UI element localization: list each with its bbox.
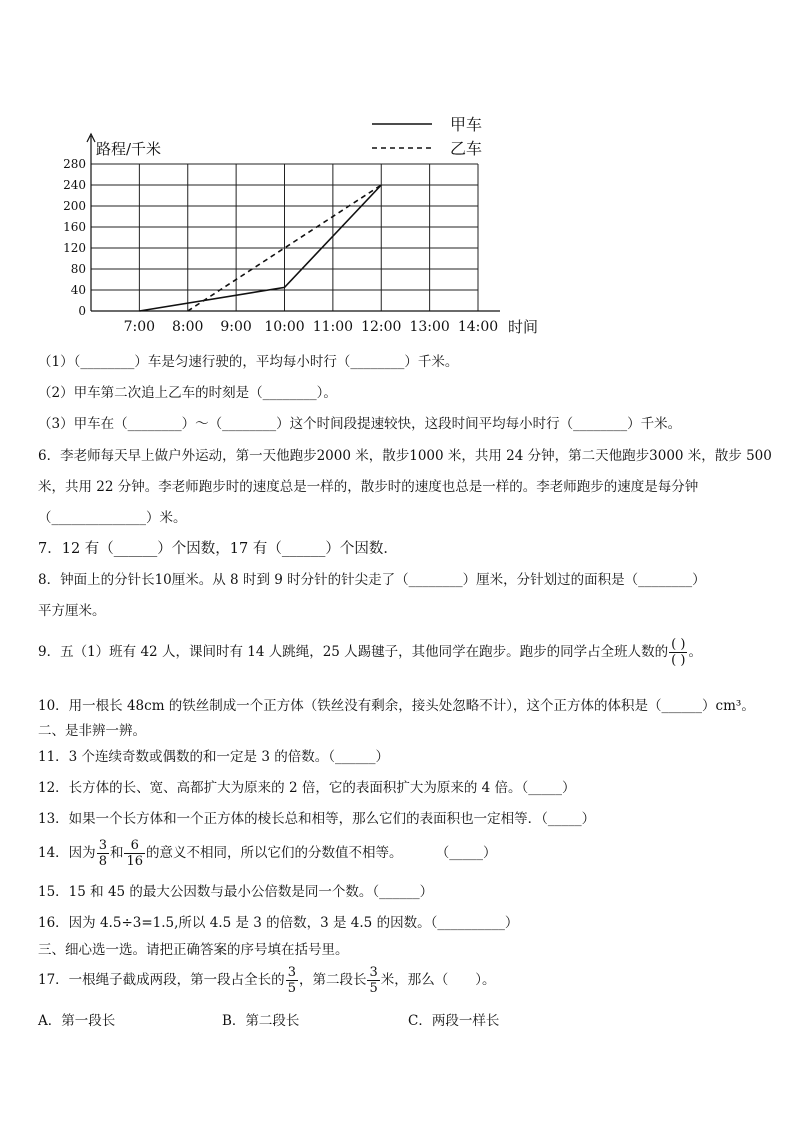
x-tick-label: 8:00 [172,319,204,335]
q9-fraction-numerator: ( ) [671,637,686,652]
section-3-heading: 三、细心选一选。请把正确答案的序号填在括号里。 [38,942,349,958]
q9-text: 9．五（1）班有 42 人，课间时有 14 人跳绳，25 人踢毽子，其他同学在跑步。跑步的同学占全班人数的 [38,644,669,660]
x-tick-label: 11:00 [312,319,354,335]
q15: 15．15 和 45 的最大公因数与最小公倍数是同一个数。（______） [38,884,434,900]
q6-line2: 米，共用 22 分钟。李老师跑步时的速度总是一样的，散步时的速度也总是一样的。李老师跑步的速度是每分钟 [38,479,699,495]
option-a[interactable]: A．第一段长 [38,1013,116,1029]
q11: 11．3 个连续奇数或偶数的和一定是 3 的倍数。（______） [38,749,389,765]
y-tick-label: 280 [63,157,86,171]
q9-fraction [669,637,687,668]
chart-grid [91,164,478,311]
q13: 13．如果一个长方体和一个正方体的棱长总和相等，那么它们的表面积也一定相等．（_____） [38,811,596,827]
q10: 10．用一根长 48cm 的铁丝制成一个正方体（铁丝没有剩余，接头处忽略不计），这个正方体的体积是（______）cm³。 [38,698,755,714]
q5-part3: （3）甲车在（________）～（________）这个时间段提速较快，这段时间平均每小时行（________）千米。 [38,416,682,432]
y-axis-label: 路程/千米 [96,140,162,158]
q14 [38,838,497,869]
y-tick-labels [63,157,86,318]
x-tick-label: 13:00 [409,319,450,335]
y-tick-label: 120 [63,241,86,255]
q9-fraction-denominator: ( ) [671,653,686,668]
q17 [38,965,496,996]
q12: 12．长方体的长、宽、高都扩大为原来的 2 倍，它的表面积扩大为原来的 4 倍。（_____） [38,780,576,796]
q9-end: 。 [688,644,702,660]
x-tick-label: 14:00 [457,319,499,335]
q17-f1-denominator: 5 [287,981,296,996]
x-axis-label: 时间 [508,318,539,336]
y-tick-label: 40 [70,283,86,297]
q14-fraction-1 [97,838,109,869]
chart-legend [372,115,482,158]
q14-text-a: 14．因为 [38,845,96,861]
q17-text-b: ，第二段长 [298,972,367,988]
y-tick-label: 160 [63,220,86,234]
q5-part2: （2）甲车第二次追上乙车的时刻是（________）。 [38,385,337,401]
y-tick-label: 200 [63,199,86,213]
option-b[interactable]: B．第二段长 [222,1013,300,1029]
q14-text-b: 和 [109,845,124,861]
q5-part1: （1）（________）车是匀速行驶的，平均每小时行（________）千米。 [38,354,459,370]
q14-f2-denominator: 16 [126,854,144,869]
q14-fraction-2 [124,838,145,869]
x-tick-label: 9:00 [220,319,252,335]
chart-axes [87,134,500,311]
x-tick-labels [124,319,499,335]
q16: 16．因为 4.5÷3=1.5,所以 4.5 是 3 的倍数，3 是 4.5 的因数。（__________） [38,915,519,931]
q14-f1-numerator: 3 [98,838,107,853]
q7: 7．12 有（______）个因数，17 有（______）个因数． [38,541,398,557]
q6-line1: 6．李老师每天早上做户外运动，第一天他跑步2000 米，散步1000 米，共用 24 分钟，第二天他跑步3000 米，散步 500 [38,448,772,464]
q9 [38,637,702,668]
q17-text-c: 米，那么（ ）。 [380,972,496,988]
x-tick-label: 12:00 [361,319,402,335]
q8-line1: 8．钟面上的分针长10厘米。从 8 时到 9 时分针的针尖走了（________）厘米，分针划过的面积是（________） [38,572,706,588]
q17-f2-denominator: 5 [369,981,378,996]
x-tick-label: 10:00 [264,319,305,335]
distance-time-chart [60,108,560,340]
q17-f1-numerator: 3 [287,965,296,980]
q6-line3: （______________）米。 [38,510,187,526]
q14-f1-denominator: 8 [98,854,107,869]
q17-fraction-1 [286,965,298,996]
legend-label: 甲车 [450,115,483,134]
y-tick-label: 240 [63,178,86,192]
q17-text-a: 17．一根绳子截成两段，第一段占全长的 [38,972,285,988]
q8-line2: 平方厘米。 [38,603,106,619]
x-tick-label: 7:00 [123,319,156,335]
q14-text-c: 的意义不相同，所以它们的分数值不相等。 [146,845,403,861]
q17-f2-numerator: 3 [369,965,378,980]
legend-label: 乙车 [450,139,483,158]
y-tick-label: 0 [78,304,86,318]
q14-answer-blank: （_____） [442,845,497,861]
q14-f2-numerator: 6 [124,838,145,854]
section-2-heading: 二、是非辨一辨。 [38,723,146,739]
y-tick-label: 80 [70,262,86,276]
option-c[interactable]: C．两段一样长 [408,1013,500,1029]
q17-fraction-2 [367,965,379,996]
